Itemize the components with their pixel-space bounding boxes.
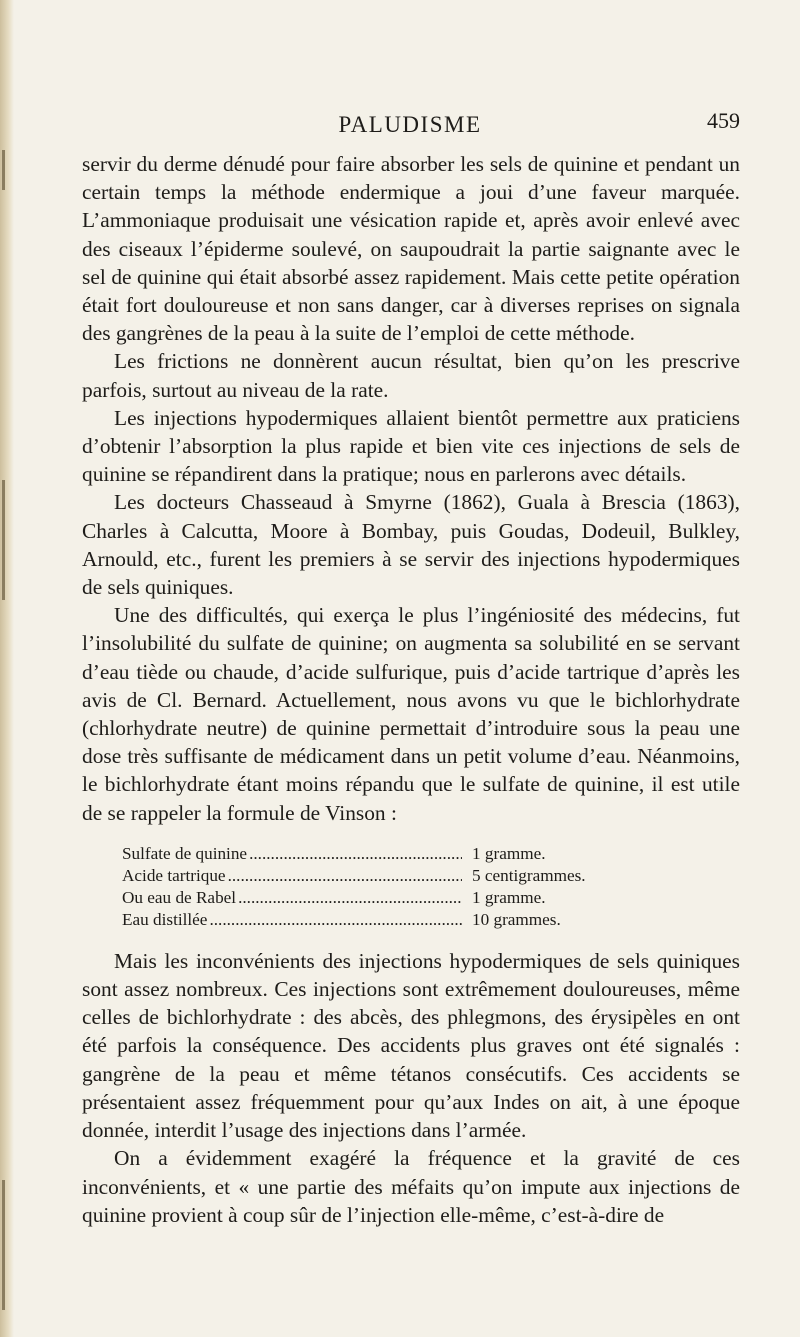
leader-dots xyxy=(209,909,462,931)
spine-mark xyxy=(2,1180,5,1310)
ingredient-name: Sulfate de quinine xyxy=(122,843,248,863)
paragraph: On a évidemment exagéré la fréquence et la gravité de ces inconvénients, et « une partie des méfaits qu’on impute aux injections de quinine provient à coup sûr de l’injection elle-même, c’est-à-dire de xyxy=(82,1146,740,1227)
paragraph: Les frictions ne donnèrent aucun résultat, bien qu’on les prescrive parfois, surtout au niveau de la rate. xyxy=(82,349,740,402)
leader-dots xyxy=(249,843,462,865)
ingredient-name: Ou eau de Rabel xyxy=(122,887,237,907)
leader-dots xyxy=(238,887,462,909)
page-number: 459 xyxy=(707,108,740,133)
leader-dots xyxy=(228,865,462,887)
paragraph: Les injections hypodermiques allaient bientôt permettre aux praticiens d’obtenir l’absorption la plus rapide et bien vite ces injections de sels de quinine se répandirent dans la pratique; nous en parlerons avec détails. xyxy=(82,405,740,487)
paragraph: servir du derme dénudé pour faire absorber les sels de quinine et pendant un certain temps la méthode endermique a joui d’une faveur marquée. L’ammoniaque produisait une vésication rapide et, après avoir enlevé avec des ciseaux l’épiderme soulevé, on saupoudrait la partie saignante avec le sel de quinine qui était absorbé assez rapidement. Mais cette petite opération était fort douloureuse et non sans danger, car à diverses reprises on signala des gangrènes de la peau à la suite de l’emploi de cette méthode. xyxy=(82,152,740,346)
page-body xyxy=(82,150,740,1229)
ingredient-name: Eau distillée xyxy=(122,909,208,929)
paragraph: Les docteurs Chasseaud à Smyrne (1862), Guala à Brescia (1863), Charles à Calcutta, Moore à Bombay, puis Goudas, Dodeuil, Bulkley, Arnould, etc., furent les premiers à se servir des injections hypodermiques de sels quiniques. xyxy=(82,490,740,600)
running-title: PALUDISME xyxy=(338,112,482,137)
paragraph: Une des difficultés, qui exerça le plus l’ingéniosité des médecins, fut l’insolubilité du sulfate de quinine; on augmenta sa solubilité en se servant d’eau tiède ou chaude, d’acide sulfurique, puis d’acide tartrique d’après les avis de Cl. Bernard. Actuellement, nous avons vu que le bichlorhydrate (chlorhydrate neutre) de quinine permettait d’introduire sous la peau une dose très suffisante de médicament dans un petit volume d’eau. Néanmoins, le bichlorhydrate étant moins répandu que le sulfate de quinine, il est utile de se rappeler la formule de Vinson : xyxy=(82,603,740,825)
formula-row xyxy=(122,843,642,865)
paragraph: Mais les inconvénients des injections hypodermiques de sels quiniques sont assez nombreux. Ces injections sont extrêmement douloureuses, même celles de bichlorhydrate : des abcès, des phlegmons, des érysipèles en ont été parfois la conséquence. Des accidents plus graves ont été signalés : gangrène de la peau et même tétanos consécutifs. Ces accidents se présentaient assez fréquemment pour qu’aux Indes on ait, à une époque donnée, interdit l’usage des injections dans l’armée. xyxy=(82,948,740,1143)
ingredient-quantity: 1 gramme. xyxy=(472,887,546,907)
ingredient-quantity: 10 grammes. xyxy=(472,909,561,929)
spine-mark xyxy=(2,150,5,190)
page-header xyxy=(80,100,740,140)
ingredient-name: Acide tartrique xyxy=(122,865,226,885)
ingredient-quantity: 5 centigrammes. xyxy=(472,865,586,885)
formula-row xyxy=(122,887,642,909)
formula-row xyxy=(122,865,642,887)
formula-row xyxy=(122,909,642,931)
formula-table xyxy=(122,843,642,931)
spine-mark xyxy=(2,480,5,600)
ingredient-quantity: 1 gramme. xyxy=(472,843,546,863)
book-spine-shadow xyxy=(0,0,14,1337)
